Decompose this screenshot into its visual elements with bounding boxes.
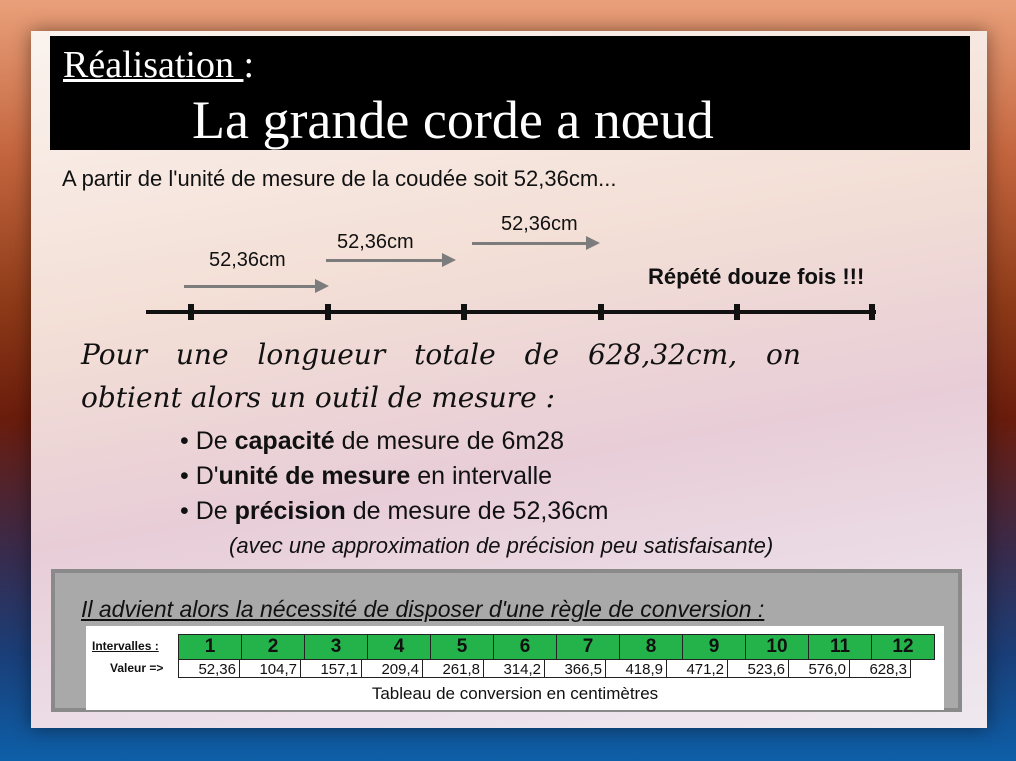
intervals-row (178, 634, 935, 660)
value-cell: 52,36 (178, 659, 240, 678)
segment-label-1: 52,36cm (209, 249, 286, 271)
conversion-table (86, 626, 944, 710)
table-caption: Tableau de conversion en centimètres (371, 684, 659, 703)
values-row (178, 660, 935, 678)
segment-arrow-1 (184, 283, 329, 289)
value-cell: 209,4 (361, 659, 423, 678)
knot (598, 304, 604, 320)
value-cell: 104,7 (239, 659, 301, 678)
repeat-text: Répété douze fois !!! (648, 264, 865, 289)
knot (461, 304, 467, 320)
knot (325, 304, 331, 320)
knot (869, 304, 875, 320)
value-cell: 366,5 (544, 659, 606, 678)
segment-arrow-3 (472, 240, 600, 246)
value-cell: 418,9 (605, 659, 667, 678)
cursive-line-2: obtient alors un outil de mesure : (81, 381, 556, 414)
segment-label-3: 52,36cm (501, 213, 578, 235)
title-realisation-text: Réalisation (63, 44, 244, 86)
bullet-list (180, 424, 608, 529)
knot (734, 304, 740, 320)
knot (188, 304, 194, 320)
interval-cell: 4 (367, 634, 431, 660)
interval-cell: 5 (430, 634, 494, 660)
title-realisation (63, 42, 254, 88)
main-title: La grande corde a nœud (192, 90, 714, 150)
interval-cell: 2 (241, 634, 305, 660)
interval-cell: 10 (745, 634, 809, 660)
slide (31, 31, 987, 728)
value-cell: 157,1 (300, 659, 362, 678)
interval-cell: 8 (619, 634, 683, 660)
value-cell: 314,2 (483, 659, 545, 678)
interval-cell: 12 (871, 634, 935, 660)
bullet-dot: • (180, 497, 189, 525)
bullet-item: • D'unité de mesure en intervalle (180, 462, 553, 490)
interval-cell: 7 (556, 634, 620, 660)
precision-note: (avec une approximation de précision peu satisfaisante) (229, 533, 774, 558)
conversion-cells (178, 634, 935, 678)
bullet-dot: • (180, 427, 189, 455)
title-bar (50, 36, 970, 150)
title-colon: : (243, 44, 255, 86)
bullet-item: • De précision de mesure de 52,36cm (180, 497, 609, 525)
interval-cell: 9 (682, 634, 746, 660)
value-cell: 261,8 (422, 659, 484, 678)
intervals-row-label: Intervalles : (92, 639, 159, 653)
values-row-label: Valeur => (110, 661, 164, 675)
value-cell: 628,3 (849, 659, 911, 678)
conversion-box (51, 569, 962, 712)
segment-label-2: 52,36cm (337, 231, 414, 253)
bullet-item: • De capacité de mesure de 6m28 (180, 427, 564, 455)
bullet-dot: • (180, 462, 189, 490)
value-cell: 523,6 (727, 659, 789, 678)
interval-cell: 3 (304, 634, 368, 660)
interval-cell: 1 (178, 634, 242, 660)
interval-cell: 11 (808, 634, 872, 660)
rope-line (146, 310, 876, 314)
value-cell: 576,0 (788, 659, 850, 678)
conversion-caption: Il advient alors la nécessité de disposer d'une règle de conversion : (81, 596, 765, 622)
segment-arrow-2 (326, 257, 456, 263)
interval-cell: 6 (493, 634, 557, 660)
intro-text: A partir de l'unité de mesure de la coudée soit 52,36cm... (62, 166, 617, 191)
value-cell: 471,2 (666, 659, 728, 678)
cursive-line-1: Pour une longueur totale de 628,32cm, on (81, 338, 801, 371)
